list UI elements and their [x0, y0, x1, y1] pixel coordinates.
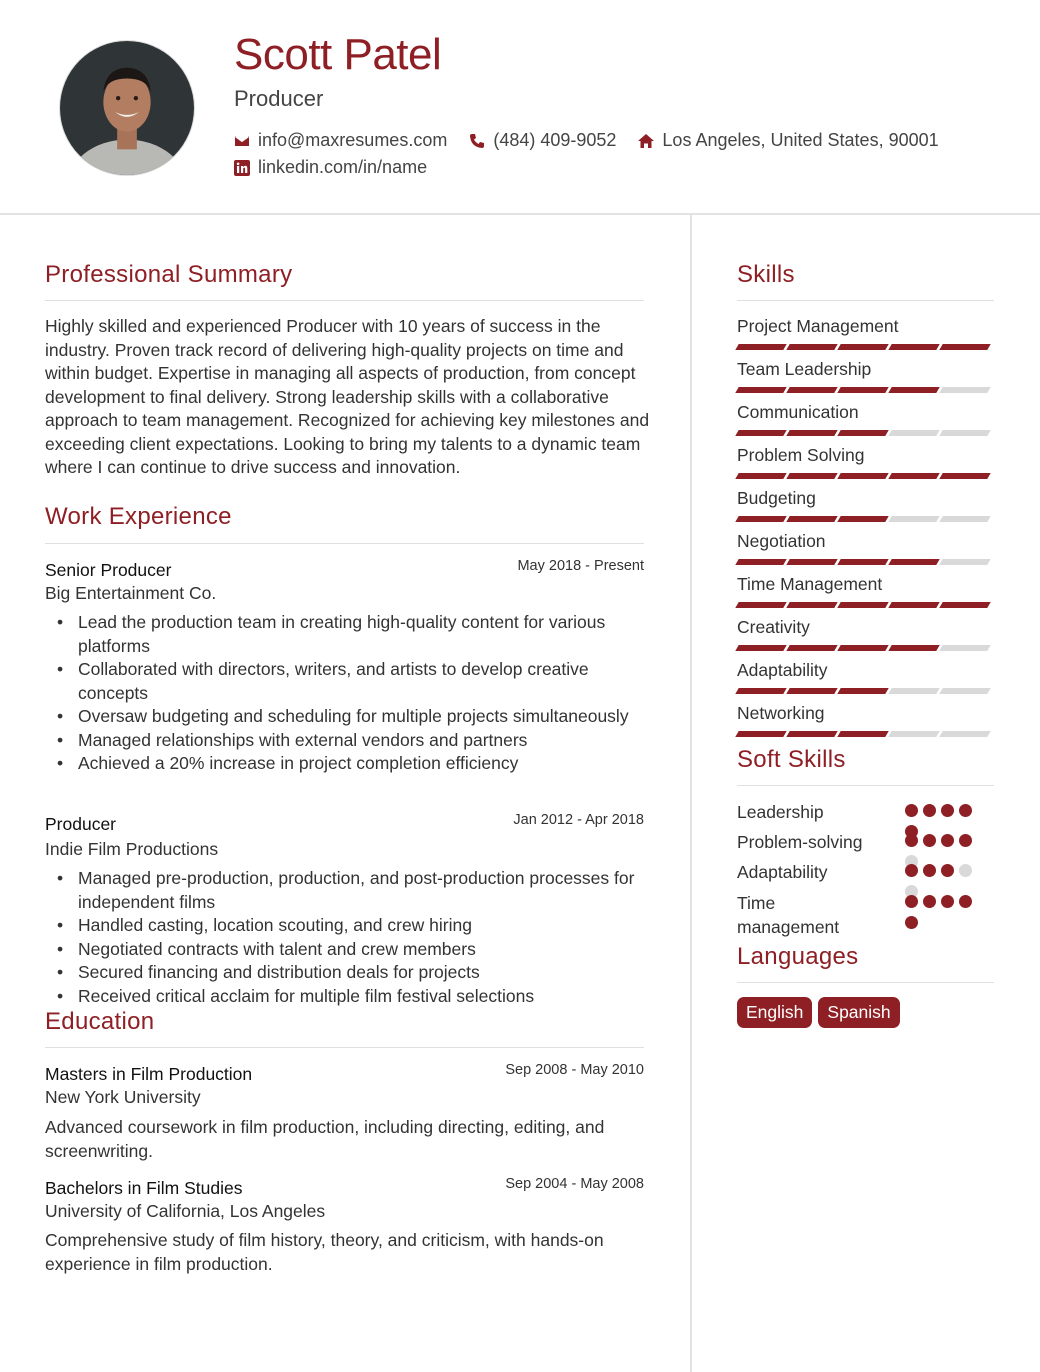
skill-level-segment	[888, 430, 939, 436]
skill-level-segment	[786, 602, 837, 608]
section-divider	[737, 300, 994, 301]
language-badge: English	[737, 997, 812, 1028]
phone-text: (484) 409-9052	[493, 130, 617, 150]
skill-level-bar	[737, 473, 992, 479]
skill-level-bar	[737, 387, 992, 393]
contact-row	[234, 130, 961, 151]
skill-level-segment	[888, 344, 939, 350]
skill-level-bar	[737, 344, 992, 350]
soft-skill-name: Time management	[737, 893, 840, 937]
skills-heading: Skills	[737, 261, 795, 288]
section-divider	[45, 543, 644, 544]
education-date: Sep 2004 - May 2008	[505, 1176, 644, 1192]
home-icon	[638, 133, 654, 149]
envelope-icon	[234, 133, 250, 149]
skill-level-segment	[786, 731, 837, 737]
skill-level-segment	[888, 473, 939, 479]
skill-level-bar	[737, 602, 992, 608]
rating-dot	[959, 804, 972, 817]
experience-heading: Work Experience	[45, 503, 232, 530]
phone-icon	[469, 133, 485, 149]
skill-level-segment	[939, 473, 990, 479]
rating-dot	[941, 834, 954, 847]
linkedin-item[interactable]	[234, 157, 427, 178]
job-org: Indie Film Productions	[45, 839, 219, 859]
skill-level-segment	[786, 559, 837, 565]
skill-level-segment	[888, 387, 939, 393]
skill-level-segment	[735, 602, 786, 608]
skill-name: Budgeting	[737, 488, 816, 508]
skill-name: Networking	[737, 703, 825, 723]
list-item: • Negotiated contracts with talent and crew members	[45, 938, 650, 962]
column-divider	[690, 215, 692, 1372]
rating-dot	[941, 864, 954, 877]
rating-dot	[905, 895, 918, 908]
school-name: New York University	[45, 1087, 201, 1107]
skill-level-segment	[735, 645, 786, 651]
candidate-name: Scott Patel	[234, 30, 442, 79]
languages-heading: Languages	[737, 943, 859, 970]
skill-level-segment	[939, 602, 990, 608]
skill-level-segment	[888, 516, 939, 522]
skill-level-bar	[737, 559, 992, 565]
skill-level-segment	[786, 344, 837, 350]
rating-dot	[941, 895, 954, 908]
skill-level-segment	[735, 387, 786, 393]
skill-level-segment	[735, 688, 786, 694]
degree-title: Bachelors in Film Studies	[45, 1178, 243, 1198]
linkedin-icon	[234, 160, 250, 176]
skill-level-segment	[939, 559, 990, 565]
degree-title: Masters in Film Production	[45, 1064, 253, 1084]
rating-dot	[959, 834, 972, 847]
education-date: Sep 2008 - May 2010	[505, 1062, 644, 1078]
skill-level-segment	[837, 430, 888, 436]
skill-level-segment	[735, 344, 786, 350]
location-text: Los Angeles, United States, 90001	[662, 130, 939, 150]
job-bullets	[45, 611, 650, 776]
skill-level-segment	[786, 387, 837, 393]
skill-level-segment	[939, 387, 990, 393]
skill-level-segment	[837, 559, 888, 565]
contact-row-2	[234, 157, 449, 178]
skill-level-segment	[786, 516, 837, 522]
skill-name: Project Management	[737, 316, 899, 336]
skill-level-segment	[939, 731, 990, 737]
skill-level-bar	[737, 516, 992, 522]
skill-name: Problem Solving	[737, 445, 865, 465]
job-date: Jan 2012 - Apr 2018	[513, 812, 644, 828]
skill-level-segment	[888, 602, 939, 608]
rating-dot	[905, 804, 918, 817]
section-divider	[737, 785, 994, 786]
skill-level-bar	[737, 731, 992, 737]
skill-name: Adaptability	[737, 660, 828, 680]
skill-level-segment	[837, 387, 888, 393]
skill-level-segment	[786, 430, 837, 436]
summary-heading: Professional Summary	[45, 261, 293, 288]
education-desc: Advanced coursework in film production, including directing, editing, and screenwriting.	[45, 1117, 605, 1161]
rating-dot	[941, 804, 954, 817]
rating-dot	[923, 804, 936, 817]
skill-level-segment	[939, 430, 990, 436]
profile-photo	[59, 40, 195, 176]
education-heading: Education	[45, 1008, 155, 1035]
skill-level-segment	[837, 344, 888, 350]
skill-level-segment	[939, 344, 990, 350]
rating-dot	[905, 916, 918, 929]
skill-level-segment	[888, 645, 939, 651]
list-item: • Secured financing and distribution deals for projects	[45, 961, 650, 985]
phone-item[interactable]	[469, 130, 616, 151]
list-item: • Collaborated with directors, writers, and artists to develop creative concepts	[45, 658, 650, 705]
list-item: • Oversaw budgeting and scheduling for multiple projects simultaneously	[45, 705, 650, 729]
languages-list	[737, 997, 906, 1028]
skill-level-segment	[786, 473, 837, 479]
skill-name: Time Management	[737, 574, 883, 594]
skill-level-segment	[735, 516, 786, 522]
list-item: • Lead the production team in creating high-quality content for various platforms	[45, 611, 650, 658]
job-title: Senior Producer	[45, 560, 172, 580]
skill-name: Team Leadership	[737, 359, 872, 379]
skill-level-bar	[737, 645, 992, 651]
school-name: University of California, Los Angeles	[45, 1201, 326, 1221]
skill-level-segment	[735, 473, 786, 479]
soft-skill-name: Leadership	[737, 802, 824, 822]
rating-dot	[923, 864, 936, 877]
skill-level-segment	[939, 688, 990, 694]
skill-level-segment	[939, 516, 990, 522]
skill-level-segment	[837, 731, 888, 737]
list-item: • Received critical acclaim for multiple film festival selections	[45, 985, 650, 1009]
candidate-title: Producer	[234, 86, 324, 111]
summary-text: Highly skilled and experienced Producer with 10 years of success in the industry. Proven track record of delivering high-quality projects on time and within budget. Expertise in managing all aspects of production, from concept development to final delivery. Strong leadership skills with a collaborative approach to team management. Recognized for achieving key milestones and exceeding client expectations. Looking to bring my talents to a dynamic team where I can continue to drive success and innovation.	[45, 316, 650, 477]
email-item[interactable]	[234, 130, 447, 151]
rating-dot	[905, 834, 918, 847]
language-badge: Spanish	[818, 997, 899, 1028]
rating-dot	[959, 864, 972, 877]
skill-level-segment	[837, 516, 888, 522]
rating-dot	[905, 864, 918, 877]
skill-level-segment	[888, 731, 939, 737]
skill-level-segment	[786, 645, 837, 651]
skill-level-segment	[837, 473, 888, 479]
skill-level-segment	[735, 559, 786, 565]
section-divider	[737, 982, 994, 983]
skill-name: Negotiation	[737, 531, 826, 551]
list-item: • Managed relationships with external vendors and partners	[45, 729, 650, 753]
skill-level-segment	[735, 430, 786, 436]
rating-dot	[923, 895, 936, 908]
job-bullets	[45, 867, 650, 1008]
section-divider	[45, 300, 644, 301]
job-date: May 2018 - Present	[517, 558, 644, 574]
section-divider	[45, 1047, 644, 1048]
soft-skills-heading: Soft Skills	[737, 746, 846, 773]
skill-level-segment	[786, 688, 837, 694]
resume-header	[0, 0, 1040, 215]
rating-dot	[923, 834, 936, 847]
skill-name: Communication	[737, 402, 859, 422]
list-item: • Managed pre-production, production, and post-production processes for independent films	[45, 867, 650, 914]
soft-skill-name: Adaptability	[737, 862, 828, 882]
soft-skill-name: Problem-solving	[737, 832, 863, 852]
skill-level-segment	[888, 688, 939, 694]
skill-level-segment	[735, 731, 786, 737]
skill-level-bar	[737, 430, 992, 436]
skill-level-segment	[837, 602, 888, 608]
location-item	[638, 130, 938, 151]
skill-name: Creativity	[737, 617, 810, 637]
list-item: • Handled casting, location scouting, and crew hiring	[45, 914, 650, 938]
skill-level-segment	[939, 645, 990, 651]
skill-level-bar	[737, 688, 992, 694]
linkedin-text: linkedin.com/in/name	[258, 157, 428, 177]
skill-level-segment	[837, 688, 888, 694]
job-org: Big Entertainment Co.	[45, 583, 217, 603]
job-title: Producer	[45, 814, 117, 834]
education-desc: Comprehensive study of film history, theory, and criticism, with hands-on experience in film production.	[45, 1230, 604, 1274]
email-text: info@maxresumes.com	[258, 130, 448, 150]
list-item: • Achieved a 20% increase in project completion efficiency	[45, 752, 650, 776]
skill-level-segment	[837, 645, 888, 651]
skill-level-segment	[888, 559, 939, 565]
profile-photo-icon	[60, 41, 194, 175]
soft-skill-rating	[905, 895, 980, 937]
rating-dot	[959, 895, 972, 908]
